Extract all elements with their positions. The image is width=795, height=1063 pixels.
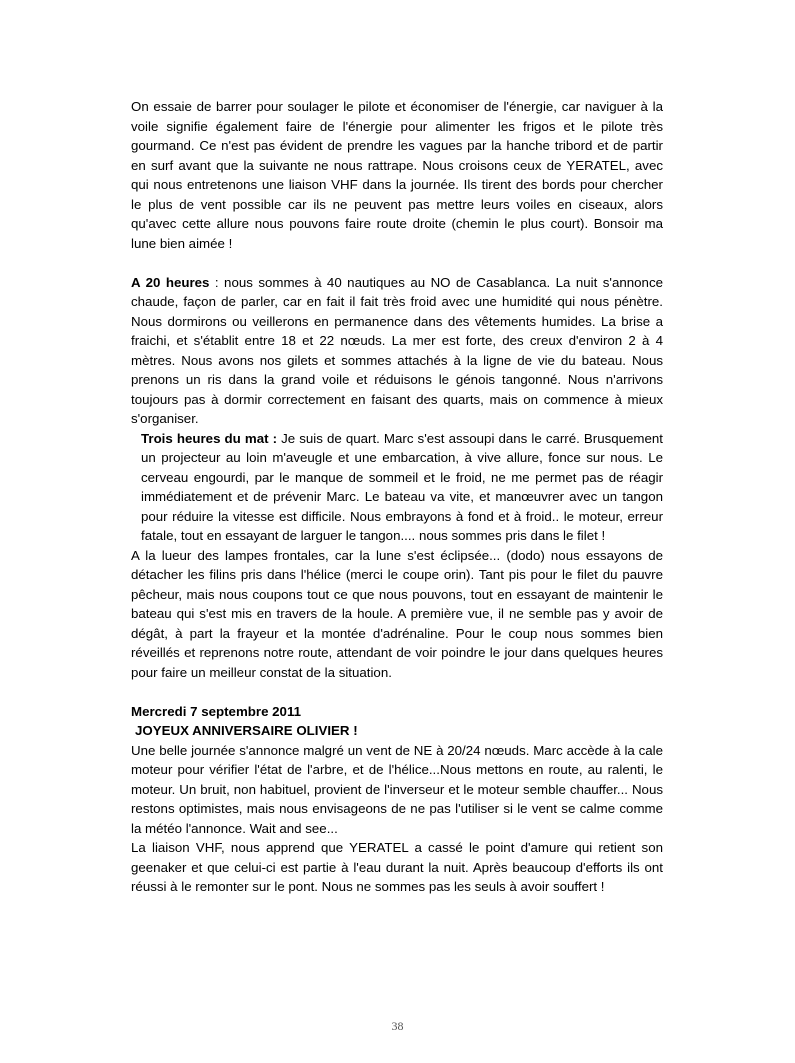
- paragraph-liaison-vhf: La liaison VHF, nous apprend que YERATEL a cassé le point d'amure qui retient son geenaker et que celui-ci est partie à l'eau durant la nuit. Après beaucoup d'efforts ils ont réussi à le remonter sur le pont. Nous ne sommes pas les seuls à avoir souffert !: [131, 840, 663, 894]
- paragraph-spacer: [131, 253, 663, 273]
- paragraph-barrer: On essaie de barrer pour soulager le pilote et économiser de l'énergie, car naviguer à la voile signifie également faire de l'énergie pour alimenter les frigos et le pilote très gourmand. Ce n'est pas évident de prendre les vagues par la hanche tribord et de partir en surf avant que la suivante ne nous rattrape. Nous croisons ceux de YERATEL, avec qui nous entretenons une liaison VHF dans la journée. Ils tirent des bords pour chercher le plus de vent possible car ils ne peuvent pas mettre leurs voiles en ciseaux, alors qu'avec cette allure nous pouvons faire route droite (chemin le plus court). Bonsoir ma lune bien aimée !: [131, 99, 663, 251]
- document-page: [131, 97, 663, 897]
- paragraph-trois-heures-body: Je suis de quart. Marc s'est assoupi dans le carré. Brusquement un projecteur au loin m'aveugle et une embarcation, à vive allure, fonce sur nous. Le cerveau engourdi, par le manque de sommeil et le froid, ne me permet pas de réagir immédiatement et de prévenir Marc. Le bateau va vite, et manœuvrer avec un tangon pour réduire la vitesse est difficile. Nous embrayons à fond et à froid.. le moteur, erreur fatale, tout en essayant de larguer le tangon.... nous sommes pris dans le filet !: [141, 430, 663, 543]
- date-heading: Mercredi 7 septembre 2011: [131, 703, 302, 719]
- paragraph-trois-heures: [131, 429, 663, 546]
- paragraph-spacer: [131, 682, 663, 702]
- paragraph-belle-journee: Une belle journée s'annonce malgré un vent de NE à 20/24 nœuds. Marc accède à la cale moteur pour vérifier l'état de l'arbre, et de l'hélice...Nous mettons en route, au ralenti, le moteur. Un bruit, non habituel, provient de l'inverseur et le moteur semble chauffer... Nous restons optimistes, mais nous envisageons de ne pas l'utiliser si le vent se calme comme la météo l'annonce. Wait and see...: [131, 742, 663, 836]
- page-number: 38: [391, 1019, 404, 1033]
- time-heading-20h: A 20 heures: [131, 274, 210, 290]
- time-heading-3h: Trois heures du mat :: [141, 430, 278, 446]
- paragraph-20-heures: [131, 273, 663, 429]
- birthday-heading: JOYEUX ANNIVERSAIRE OLIVIER !: [135, 723, 358, 738]
- paragraph-20-heures-body: : nous sommes à 40 nautiques au NO de Casablanca. La nuit s'annonce chaude, façon de parler, car en fait il fait très froid avec une humidité qui nous pénètre. Nous dormirons ou veillerons en permanence dans des vêtements humides. La brise a fraichi, et s'établit entre 18 et 22 nœuds. La mer est forte, des creux d'environ 2 à 4 mètres. Nous avons nos gilets et sommes attachés à la ligne de vie du bateau. Nous prenons un ris dans la grand voile et réduisons le génois tangonné. Nous n'arrivons toujours pas à dormir correctement en faisant des quarts, mais on commence à mieux s'organiser.: [131, 274, 663, 426]
- paragraph-lampes-frontales: A la lueur des lampes frontales, car la lune s'est éclipsée... (dodo) nous essayons de détacher les filins pris dans l'hélice (merci le coupe orin). Tant pis pour le filet du pauvre pêcheur, mais nous coupons tout ce que nous pouvons, tout en essayant de maintenir le bateau qui s'est mis en travers de la houle. A première vue, il ne semble pas y avoir de dégât, à part la frayeur et la montée d'adrénaline. Pour le coup nous sommes bien réveillés et reprenons notre route, attendant de voir poindre le jour dans quelques heures pour faire un meilleur constat de la situation.: [131, 547, 663, 680]
